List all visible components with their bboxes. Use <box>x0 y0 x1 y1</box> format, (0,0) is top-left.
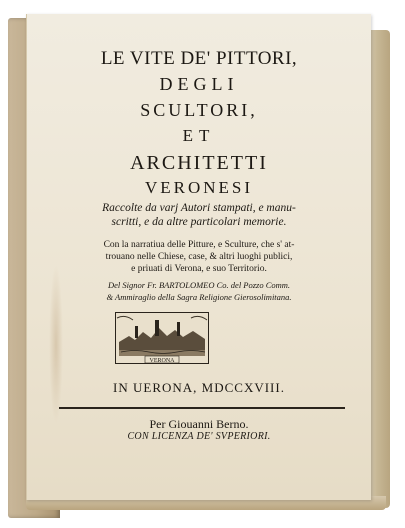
title-line-3: SCULTORI, <box>140 100 258 120</box>
imprint-line: IN UERONA, MDCCXVIII. <box>113 380 285 395</box>
description-line-3: e priuati di Verona, e suo Territorio. <box>131 264 267 274</box>
title-page <box>26 14 371 500</box>
verona-city-vignette <box>115 312 209 364</box>
author-line-2: & Ammiraglio della Sagra Religione Gierosolimitana. <box>106 292 292 302</box>
horizontal-rule <box>59 407 345 409</box>
description-line-1: Con la narratiua delle Pitture, e Sculture, che s' at- <box>103 240 295 250</box>
title-line-6: VERONESI <box>144 178 254 197</box>
title-line-4: ET <box>182 126 216 145</box>
page-block-edge <box>368 30 390 508</box>
license-line: CON LICENZA DE' SVPERIORI. <box>127 431 271 442</box>
title-line-1: LE VITE DE' PITTORI, <box>100 48 298 69</box>
description-line-2: trouano nelle Chiese, case, & altri luoghi publici, <box>105 252 293 262</box>
title-line-2: DEGLI <box>159 74 239 94</box>
author-line-1: Del Signor Fr. BARTOLOMEO Co. del Pozzo Comm. <box>107 280 291 290</box>
subtitle-line-2: scritti, e da altre particolari memorie. <box>111 216 287 228</box>
title-line-5: ARCHITETTI <box>130 152 268 174</box>
vignette-label: VERONA <box>149 358 175 364</box>
printer-line: Per Giouanni Berno. <box>149 417 249 431</box>
subtitle-line-1: Raccolte da varj Autori stampati, e manu- <box>102 202 296 214</box>
